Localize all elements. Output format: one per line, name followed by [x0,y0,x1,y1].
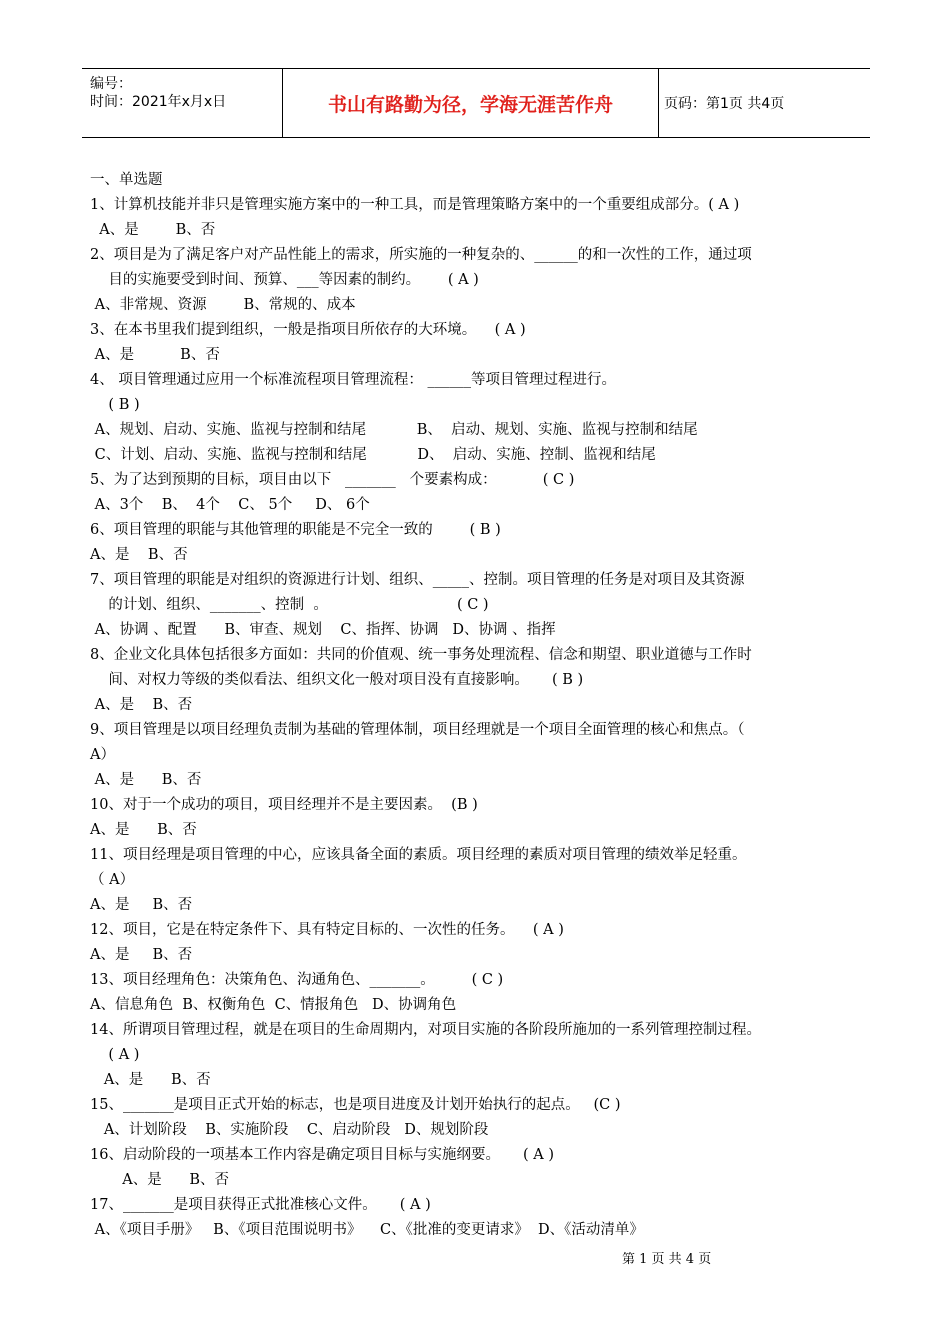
text-line: A、3个 B、 4个 C、 5个 D、 6个 [90,497,370,513]
text-line: 10、对于一个成功的项目，项目经理并不是主要因素。 (B ) [90,797,478,813]
text-line: A、是 B、否 [90,222,216,238]
text-line: A、规划、启动、实施、监视与控制和结尾 B、 启动、规划、实施、监视与控制和结尾 [90,422,698,438]
text-line: 5、为了达到预期的目标，项目由以下 _______ 个要素构成： ( C ) [90,472,575,488]
text-line: 4、 项目管理通过应用一个标准流程项目管理流程： ______等项目管理过程进行。 [90,372,616,388]
text-line: 7、项目管理的职能是对组织的资源进行计划、组织、_____、控制。项目管理的任务是对项目及其资源 [90,572,745,588]
text-line: 1、计算机技能并非只是管理实施方案中的一种工具，而是管理策略方案中的一个重要组成部分。( A ) [90,197,740,213]
text-line: ( B ) [90,397,140,413]
code-label: 编号： [90,76,132,92]
text-line: 14、所谓项目管理过程，就是在项目的生命周期内，对项目实施的各阶段所施加的一系列管理控制过程。 [90,1022,761,1038]
text-line: A、是 B、否 [90,697,193,713]
header-page-cell [658,69,870,137]
text-line: 目的实施要受到时间、预算、___等因素的制约。 ( A ) [90,272,479,288]
text-line: 2、项目是为了满足客户对产品性能上的需求，所实施的一种复杂的、______的和一次性的工作，通过项 [90,247,752,263]
text-line: 15、_______是项目正式开始的标志，也是项目进度及计划开始执行的起点。 (C ) [90,1097,621,1113]
text-line: A、是 B、否 [90,1072,211,1088]
text-line: A、计划阶段 B、实施阶段 C、启动阶段 D、规划阶段 [90,1122,489,1138]
text-line: 6、项目管理的职能与其他管理的职能是不完全一致的 ( B ) [90,522,501,538]
text-line: A、是 B、否 [90,772,202,788]
text-line: A、是 B、否 [90,347,220,363]
text-line: A、是 B、否 [90,1172,230,1188]
text-line: 间、对权力等级的类似看法、组织文化一般对项目没有直接影响。 ( B ) [90,672,584,688]
text-line: A、《项目手册》 B、《项目范围说明书》 C、《批准的变更请求》 D、《活动清单》 [90,1222,644,1238]
text-line: 3、在本书里我们提到组织，一般是指项目所依存的大环境。 ( A ) [90,322,526,338]
text-line: （ A） [90,872,135,888]
text-line: A、是 B、否 [90,947,193,963]
text-line: A） [90,747,115,763]
text-line: 13、项目经理角色：决策角色、沟通角色、_______。 ( C ) [90,972,504,988]
document-header [82,68,870,138]
text-line: A、是 B、否 [90,822,197,838]
page-info: 页码：第1页 共4页 [664,96,785,112]
motto-text: 书山有路勤为径，学海无涯苦作舟 [327,93,613,116]
text-line: C、计划、启动、实施、监视与控制和结尾 D、 启动、实施、控制、监视和结尾 [90,447,656,463]
text-line: ( A ) [90,1047,140,1063]
text-line: 17、_______是项目获得正式批准核心文件。 ( A ) [90,1197,431,1213]
text-line: A、是 B、否 [90,547,188,563]
text-line: 9、项目管理是以项目经理负责制为基础的管理体制，项目经理就是一个项目全面管理的核心和焦点。（ [90,722,745,738]
text-line: 16、启动阶段的一项基本工作内容是确定项目目标与实施纲要。 ( A ) [90,1147,554,1163]
text-line: 11、项目经理是项目管理的中心，应该具备全面的素质。项目经理的素质对项目管理的绩效举足轻重。 [90,847,747,863]
page-footer: 第 1 页 共 4 页 [622,1252,712,1267]
text-line: A、非常规、资源 B、常规的、成本 [90,297,356,313]
text-line: 的计划、组织、_______、控制 。 ( C ) [90,597,489,613]
text-line: A、信息角色 B、权衡角色 C、情报角色 D、协调角色 [90,997,457,1013]
text-line: 8、企业文化具体包括很多方面如：共同的价值观、统一事务处理流程、信念和期望、职业道德与工作时 [90,647,752,663]
text-line: 12、项目，它是在特定条件下、具有特定目标的、一次性的任务。 ( A ) [90,922,564,938]
text-line: A、协调 、配置 B、审查、规划 C、指挥、协调 D、协调 、指挥 [90,622,556,638]
date-label: 时间：2021年x月x日 [90,94,227,110]
header-motto-cell [282,69,659,137]
text-line: 一、单选题 [90,172,163,188]
header-left-cell [82,69,282,137]
text-line: A、是 B、否 [90,897,193,913]
